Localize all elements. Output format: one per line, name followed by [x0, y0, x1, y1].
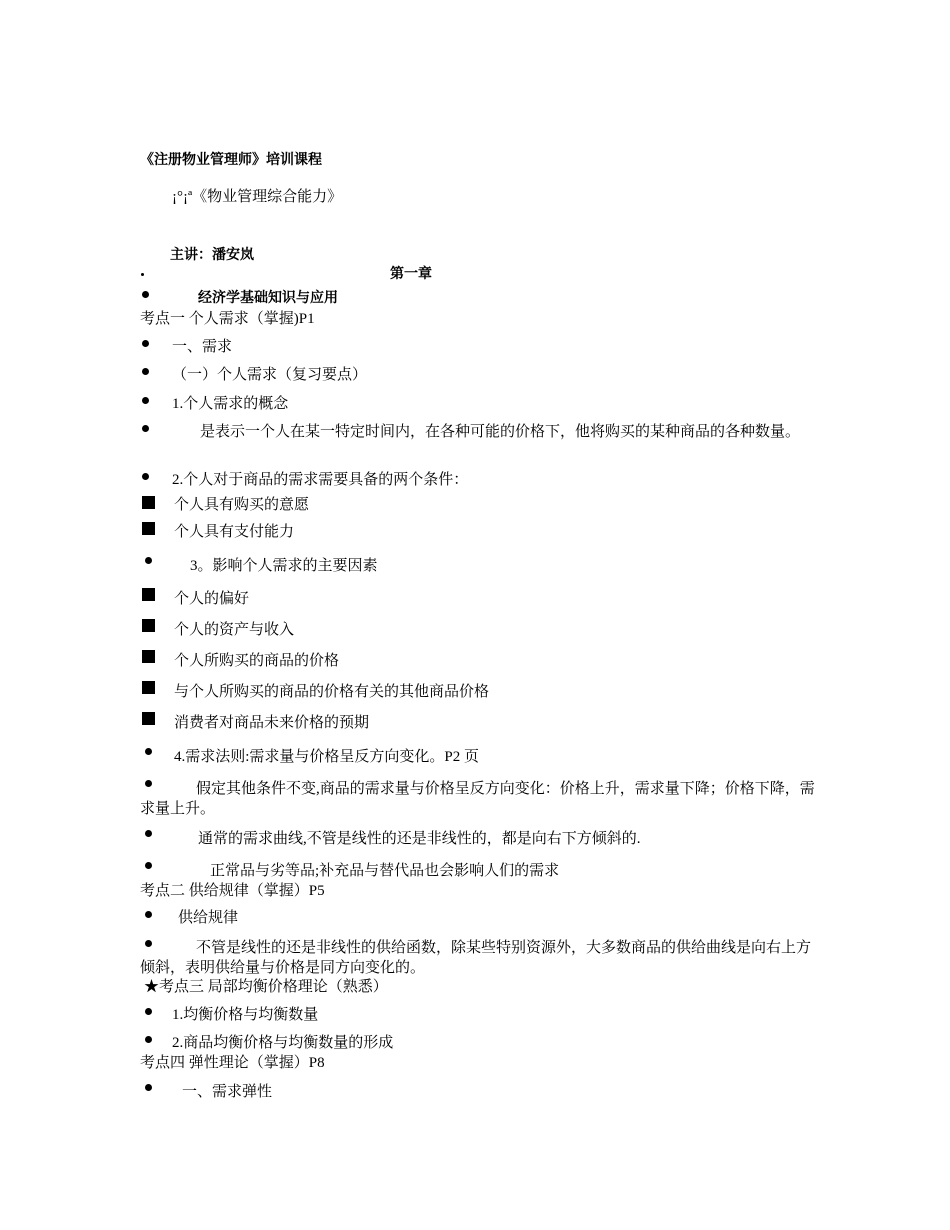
- list-item: 2.个人对于商品的需求需要具备的两个条件：: [172, 472, 469, 488]
- list-item: 通常的需求曲线,不管是线性的还是非线性的，都是向右下方倾斜的.: [198, 831, 641, 847]
- list-item: 个人具有购买的意愿: [174, 497, 310, 513]
- list-item: 正常品与劣等品;补充品与替代品也会影响人们的需求: [210, 863, 560, 879]
- chapter-title: 经济学基础知识与应用: [198, 290, 338, 306]
- bullet-dot-icon: [145, 1008, 152, 1015]
- section-heading: ★考点三 局部均衡价格理论（熟悉）: [144, 979, 388, 995]
- bullet-dot-icon: [145, 862, 152, 869]
- bullet-square-icon: [142, 588, 155, 601]
- list-item-paragraph: 不管是线性的还是非线性的供给函数，除某些特别资源外，大多数商品的供给曲线是向右上方倾斜，表明供给量与价格是同方向变化的。: [140, 940, 812, 976]
- list-item: 个人的偏好: [174, 591, 250, 607]
- subtitle: ¡°¡ª《物业管理综合能力》: [172, 189, 343, 205]
- bullet-dot-icon: [145, 830, 152, 837]
- bullet-square-icon: [142, 681, 155, 694]
- section-heading: 考点一 个人需求（掌握)P1: [140, 311, 315, 327]
- bullet-square-icon: [142, 522, 155, 535]
- list-item: 一、需求: [172, 339, 233, 355]
- list-item: 供给规律: [178, 910, 239, 926]
- bullet-dot-icon: [145, 911, 152, 918]
- list-item: 2.商品均衡价格与均衡数量的形成: [172, 1035, 394, 1051]
- bullet-dot-icon: [145, 748, 152, 755]
- bullet-dot-icon: [145, 1084, 152, 1091]
- chapter-heading: 第一章: [390, 266, 432, 282]
- list-item: 个人的资产与收入: [174, 622, 295, 638]
- list-item: 一、需求弹性: [182, 1084, 273, 1100]
- section-heading: 考点四 弹性理论（掌握）P8: [140, 1055, 325, 1071]
- bullet-square-icon: [142, 619, 155, 632]
- list-item: 个人所购买的商品的价格: [174, 653, 340, 669]
- bullet-dot-icon: [145, 1036, 152, 1043]
- list-item: 1.均衡价格与均衡数量: [172, 1007, 319, 1023]
- bullet-square-icon: [142, 712, 155, 725]
- list-item: 1.个人需求的概念: [172, 396, 289, 412]
- bullet-dot-icon: [142, 397, 149, 404]
- bullet-square-icon: [142, 650, 155, 663]
- list-item: 与个人所购买的商品的价格有关的其他商品价格: [174, 684, 490, 700]
- bullet-dot-icon: [142, 368, 149, 375]
- list-item: 消费者对商品未来价格的预期: [174, 715, 370, 731]
- list-item-paragraph: 假定其他条件不变,商品的需求量与价格呈反方向变化：价格上升，需求量下降；价格下降，需求量上升。: [140, 781, 815, 817]
- course-title: 《注册物业管理师》培训课程: [140, 152, 322, 168]
- list-item-paragraph: 是表示一个人在某一特定时间内，在各种可能的价格下，他将购买的某种商品的各种数量。: [200, 424, 801, 440]
- list-item: 3。影响个人需求的主要因素: [190, 558, 378, 574]
- bullet-dot-icon: [142, 340, 149, 347]
- section-heading: 考点二 供给规律（掌握）P5: [140, 883, 325, 899]
- bullet-dot-icon: [145, 557, 152, 564]
- list-item: 4.需求法则:需求量与价格呈反方向变化。P2 页: [174, 749, 480, 765]
- bullet-dot-icon: [142, 291, 149, 298]
- list-item: （一）个人需求（复习要点）: [172, 367, 368, 383]
- bullet-dot-icon: [141, 273, 144, 276]
- list-item: 个人具有支付能力: [174, 524, 295, 540]
- bullet-square-icon: [142, 496, 155, 509]
- lecturer: 主讲：潘安岚: [170, 247, 254, 263]
- bullet-dot-icon: [142, 473, 149, 480]
